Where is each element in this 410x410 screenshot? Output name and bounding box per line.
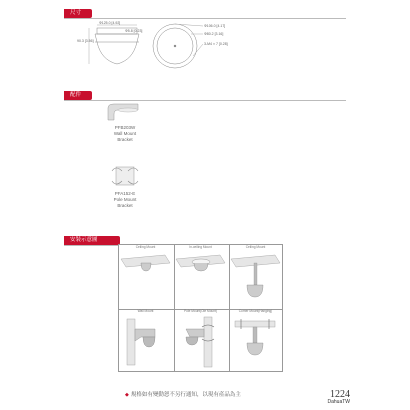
dim-label: 90.3 [3.56] (77, 39, 94, 43)
divider (64, 245, 118, 246)
wall-mount-bracket-icon (104, 102, 144, 124)
dim-label: Φ106.0 [4.17] (204, 24, 226, 28)
ceiling-mount-illustration (119, 251, 172, 307)
section-tag-installation: 安裝示意圖 (64, 236, 120, 245)
page-number: 1224 (330, 389, 350, 400)
dim-label: Φ80.2 [3.16] (204, 32, 224, 36)
accessory-model: PFA152-E (114, 191, 136, 196)
ceiling-mount-illustration (229, 251, 282, 307)
install-label: Ceiling Mount (135, 245, 156, 249)
in-ceiling-mount-illustration (174, 251, 227, 307)
brand-label: DahuaTW (327, 399, 350, 405)
install-label: Pole Mount(Ole Mount) (184, 309, 217, 313)
accessory-pole-mount (100, 191, 150, 209)
bullet-icon: ◆ (125, 392, 129, 398)
install-label: In-ceiling Mount (189, 245, 212, 249)
dim-label: Φ125.0 [4.92] (99, 21, 121, 25)
section-tag-accessories: 配件 (64, 91, 92, 100)
corner-mount-illustration (229, 315, 282, 371)
wall-mount-illustration (119, 315, 172, 371)
install-label: Corner Mount(Hanging) (238, 309, 273, 313)
accessory-name: Pole Mount (113, 197, 137, 202)
divider (64, 100, 346, 101)
divider (64, 18, 346, 19)
section-tag-dimensions: 尺寸 (64, 9, 92, 18)
accessory-wall-mount (100, 125, 150, 143)
footer-note (125, 390, 241, 398)
footer-note-text: 規格如有變動恕不另行通知，以現有產品為主 (130, 392, 241, 398)
accessory-name: Bracket (117, 203, 133, 208)
accessory-model: PFB203W (114, 125, 136, 130)
dimension-drawing (75, 20, 245, 80)
install-label: Ceiling Mount (245, 245, 266, 249)
install-label: Wall Mount (137, 309, 154, 313)
pole-mount-bracket-icon (110, 163, 140, 191)
accessory-name: Wall Mount (113, 131, 137, 136)
dim-label: 3-M4 × 7 [0.28] (204, 42, 228, 46)
accessory-name: Bracket (117, 137, 133, 142)
dim-label: Φ5.8 [0.23] (125, 29, 143, 33)
pole-mount-illustration (174, 315, 227, 371)
